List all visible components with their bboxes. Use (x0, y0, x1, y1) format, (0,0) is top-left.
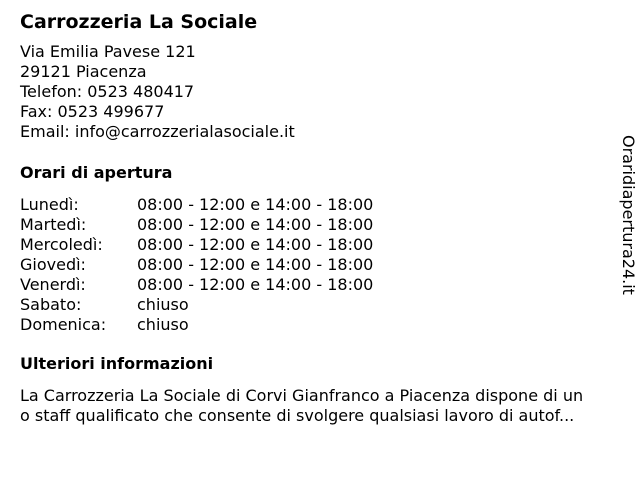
hours-time: 08:00 - 12:00 e 14:00 - 18:00 (137, 275, 374, 294)
address-street: Via Emilia Pavese 121 (20, 42, 196, 61)
hours-time: chiuso (137, 315, 189, 334)
hours-day: Venerdì: (20, 275, 86, 294)
hours-time: 08:00 - 12:00 e 14:00 - 18:00 (137, 195, 374, 214)
hours-row-saturday (20, 295, 620, 315)
contact-block (20, 42, 620, 142)
address-city: 29121 Piacenza (20, 62, 147, 81)
hours-day: Martedì: (20, 215, 87, 234)
hours-day: Giovedì: (20, 255, 86, 274)
hours-row-monday (20, 195, 620, 215)
phone-number: Telefon: 0523 480417 (20, 82, 195, 101)
hours-day: Domenica: (20, 315, 107, 334)
hours-row-sunday (20, 315, 620, 335)
hours-time: 08:00 - 12:00 e 14:00 - 18:00 (137, 235, 374, 254)
site-watermark (618, 135, 640, 315)
business-card (20, 10, 620, 426)
hours-row-friday (20, 275, 620, 295)
watermark-text: Oraridiapertura24.it (619, 135, 638, 295)
hours-row-thursday (20, 255, 620, 275)
hours-row-wednesday (20, 235, 620, 255)
business-name: Carrozzeria La Sociale (20, 11, 258, 33)
hours-time: chiuso (137, 295, 189, 314)
description-line: o staff qualificato che consente di svolgere qualsiasi lavoro di autof... (20, 406, 575, 425)
fax-number: Fax: 0523 499677 (20, 102, 165, 121)
hours-day: Mercoledì: (20, 235, 103, 254)
description-line: La Carrozzeria La Sociale di Corvi Gianfranco a Piacenza dispone di un (20, 386, 584, 405)
opening-hours-heading: Orari di apertura (20, 163, 173, 182)
hours-time: 08:00 - 12:00 e 14:00 - 18:00 (137, 215, 374, 234)
description (20, 386, 620, 426)
hours-day: Sabato: (20, 295, 82, 314)
hours-time: 08:00 - 12:00 e 14:00 - 18:00 (137, 255, 374, 274)
opening-hours-table (20, 195, 620, 335)
email-address: Email: info@carrozzerialasociale.it (20, 122, 295, 141)
hours-day: Lunedì: (20, 195, 79, 214)
hours-row-tuesday (20, 215, 620, 235)
more-info-heading: Ulteriori informazioni (20, 354, 214, 373)
